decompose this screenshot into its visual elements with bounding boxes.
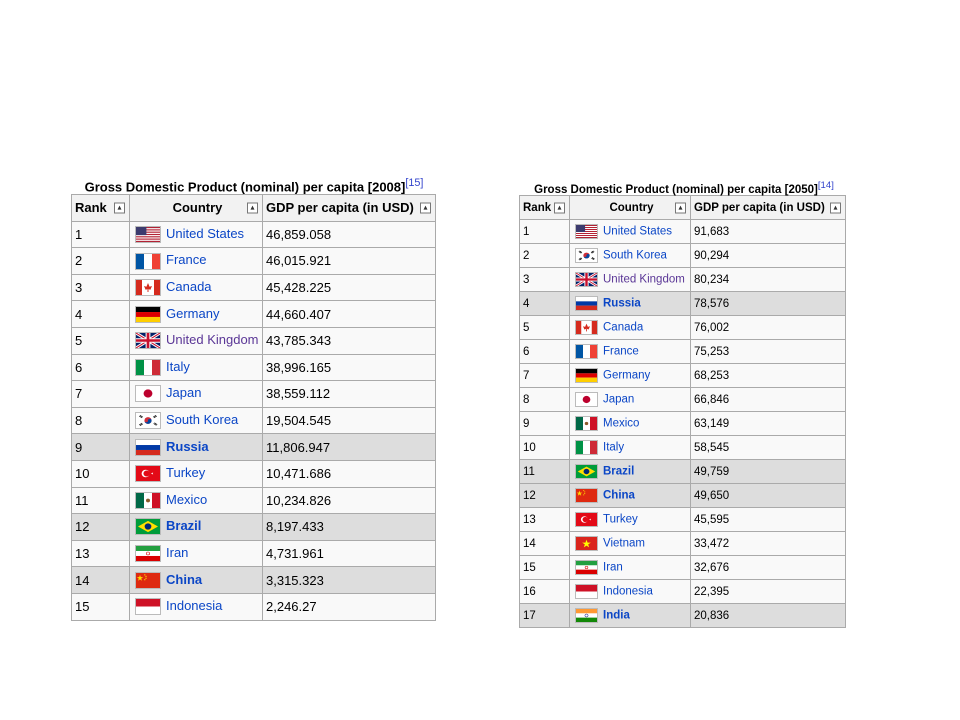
table-row <box>72 301 436 328</box>
flag-ru-icon <box>575 296 598 311</box>
caption-text: Gross Domestic Product (nominal) per capita [2008] <box>84 179 406 195</box>
country-link[interactable]: France <box>166 252 207 268</box>
rank-cell: 17 <box>520 604 570 628</box>
rank-cell: 12 <box>520 484 570 508</box>
rank-cell: 4 <box>72 301 130 328</box>
rank-cell: 12 <box>72 514 130 541</box>
gdp-value-cell: 66,846 <box>691 388 846 412</box>
caption-text: Gross Domestic Product (nominal) per capita [2050] <box>534 183 818 196</box>
country-cell <box>130 248 263 275</box>
flag-br-icon <box>575 464 598 479</box>
table-row <box>72 460 436 487</box>
gdp-value-cell: 11,806.947 <box>263 434 436 461</box>
header-label: Rank <box>523 201 552 214</box>
gdp-value-cell: 45,595 <box>691 508 846 532</box>
gdp-value-cell: 45,428.225 <box>263 274 436 301</box>
rank-cell: 5 <box>72 327 130 354</box>
gdp-value-cell: 38,996.165 <box>263 354 436 381</box>
country-cell <box>570 460 691 484</box>
column-header-country <box>570 196 691 220</box>
table-row <box>72 381 436 408</box>
sort-icon[interactable]: ▴ <box>247 202 258 213</box>
rank-cell: 6 <box>520 340 570 364</box>
table-row <box>72 487 436 514</box>
column-header-country <box>130 195 263 222</box>
country-cell <box>570 316 691 340</box>
flag-ir-icon <box>575 560 598 575</box>
rank-cell: 6 <box>72 354 130 381</box>
country-link[interactable]: China <box>603 489 635 502</box>
country-cell <box>130 593 263 620</box>
country-cell <box>130 487 263 514</box>
gdp-value-cell: 76,002 <box>691 316 846 340</box>
gdp-value-cell: 46,015.921 <box>263 248 436 275</box>
gdp-value-cell: 10,471.686 <box>263 460 436 487</box>
rank-cell: 9 <box>520 412 570 436</box>
country-cell <box>570 508 691 532</box>
gdp-value-cell: 38,559.112 <box>263 381 436 408</box>
gdp-value-cell: 22,395 <box>691 580 846 604</box>
rank-cell: 2 <box>520 244 570 268</box>
rank-cell: 7 <box>72 381 130 408</box>
table-row <box>72 434 436 461</box>
country-link[interactable]: Iran <box>603 561 623 574</box>
header-label: GDP per capita (in USD) <box>694 201 825 214</box>
table-row <box>72 593 436 620</box>
rank-cell: 10 <box>72 460 130 487</box>
country-cell <box>130 274 263 301</box>
country-cell <box>570 364 691 388</box>
flag-gb-icon <box>135 332 161 349</box>
flag-tr-icon <box>575 512 598 527</box>
country-link[interactable]: Vietnam <box>603 537 645 550</box>
table-row <box>72 221 436 248</box>
country-cell <box>570 532 691 556</box>
flag-tr-icon <box>135 465 161 482</box>
flag-br-icon <box>135 518 161 535</box>
flag-us-icon <box>575 224 598 239</box>
country-link[interactable]: Germany <box>603 369 651 382</box>
gdp-value-cell: 3,315.323 <box>263 567 436 594</box>
gdp-value-cell: 75,253 <box>691 340 846 364</box>
gdp-value-cell: 90,294 <box>691 244 846 268</box>
flag-it-icon <box>135 359 161 376</box>
country-link[interactable]: Indonesia <box>166 598 223 614</box>
country-link[interactable]: United Kingdom <box>603 273 685 286</box>
country-link[interactable]: United States <box>166 225 245 241</box>
table-row <box>520 220 846 244</box>
flag-in-icon <box>575 608 598 623</box>
country-cell <box>570 220 691 244</box>
rank-cell: 13 <box>72 540 130 567</box>
header-label: Country <box>609 201 654 214</box>
country-link[interactable]: Russia <box>603 297 641 310</box>
gdp-value-cell: 10,234.826 <box>263 487 436 514</box>
header-label: Country <box>172 200 223 216</box>
country-link[interactable]: Germany <box>166 305 220 321</box>
country-link[interactable]: France <box>603 345 639 358</box>
flag-id-icon <box>135 598 161 615</box>
gdp-value-cell: 43,785.343 <box>263 327 436 354</box>
table-row <box>520 532 846 556</box>
rank-cell: 1 <box>72 221 130 248</box>
rank-cell: 15 <box>520 556 570 580</box>
sort-icon[interactable]: ▴ <box>420 202 431 213</box>
rank-cell: 7 <box>520 364 570 388</box>
sort-icon[interactable]: ▴ <box>830 202 841 213</box>
column-header-rank <box>520 196 570 220</box>
gdp-value-cell: 32,676 <box>691 556 846 580</box>
flag-mx-icon <box>135 492 161 509</box>
sort-icon[interactable]: ▴ <box>675 202 686 213</box>
rank-cell: 3 <box>72 274 130 301</box>
country-link[interactable]: Mexico <box>166 491 208 507</box>
flag-cn-icon <box>575 488 598 503</box>
table-row <box>72 354 436 381</box>
country-link[interactable]: Brazil <box>166 518 202 534</box>
gdp-value-cell: 49,650 <box>691 484 846 508</box>
table-row <box>520 412 846 436</box>
country-link[interactable]: Japan <box>603 393 635 406</box>
gdp-value-cell: 46,859.058 <box>263 221 436 248</box>
country-link[interactable]: Indonesia <box>603 585 653 598</box>
country-cell <box>130 327 263 354</box>
rank-cell: 1 <box>520 220 570 244</box>
country-cell <box>570 580 691 604</box>
table-row <box>520 580 846 604</box>
gdp-value-cell: 20,836 <box>691 604 846 628</box>
flag-id-icon <box>575 584 598 599</box>
gdp-2050-table-panel <box>519 176 849 628</box>
table-row <box>72 514 436 541</box>
rank-cell: 10 <box>520 436 570 460</box>
gdp-value-cell: 78,576 <box>691 292 846 316</box>
country-link[interactable]: South Korea <box>603 249 667 262</box>
column-header-rank <box>72 195 130 222</box>
country-cell <box>130 221 263 248</box>
table-row <box>520 292 846 316</box>
country-cell <box>130 567 263 594</box>
table-row <box>72 274 436 301</box>
gdp-value-cell: 80,234 <box>691 268 846 292</box>
rank-cell: 11 <box>72 487 130 514</box>
country-link[interactable]: United Kingdom <box>166 332 259 348</box>
gdp-2008-table-panel <box>71 173 437 623</box>
rank-cell: 5 <box>520 316 570 340</box>
reference-link[interactable]: [14] <box>817 180 834 191</box>
country-cell <box>570 412 691 436</box>
country-link[interactable]: Turkey <box>603 513 638 526</box>
rank-cell: 2 <box>72 248 130 275</box>
flag-mx-icon <box>575 416 598 431</box>
country-link[interactable]: Iran <box>166 544 189 560</box>
flag-jp-icon <box>135 385 161 402</box>
table-row <box>520 244 846 268</box>
header-label: GDP per capita (in USD) <box>266 200 414 216</box>
table-caption <box>519 176 849 195</box>
table-body <box>72 221 436 620</box>
country-cell <box>570 604 691 628</box>
country-link[interactable]: Italy <box>166 358 190 374</box>
rank-cell: 14 <box>520 532 570 556</box>
rank-cell: 11 <box>520 460 570 484</box>
flag-jp-icon <box>575 392 598 407</box>
flag-fr-icon <box>135 253 161 270</box>
country-link[interactable]: Canada <box>603 321 644 334</box>
table-row <box>520 436 846 460</box>
rank-cell: 3 <box>520 268 570 292</box>
country-link[interactable]: Italy <box>603 441 625 454</box>
gdp-value-cell: 91,683 <box>691 220 846 244</box>
country-link[interactable]: Brazil <box>603 465 635 478</box>
flag-kr-icon <box>575 248 598 263</box>
flag-ru-icon <box>135 439 161 456</box>
sort-icon[interactable]: ▴ <box>554 202 565 213</box>
table-row <box>520 604 846 628</box>
gdp-value-cell: 2,246.27 <box>263 593 436 620</box>
rank-cell: 8 <box>520 388 570 412</box>
table-row <box>520 508 846 532</box>
table-row <box>520 460 846 484</box>
table-row <box>520 340 846 364</box>
gdp-value-cell: 8,197.433 <box>263 514 436 541</box>
rank-cell: 16 <box>520 580 570 604</box>
gdp-value-cell: 19,504.545 <box>263 407 436 434</box>
table-row <box>72 567 436 594</box>
column-header-gdp <box>263 195 436 222</box>
table-body <box>520 220 846 628</box>
flag-cn-icon <box>135 572 161 589</box>
gdp-2008-table <box>71 194 436 621</box>
flag-vn-icon <box>575 536 598 551</box>
gdp-value-cell: 33,472 <box>691 532 846 556</box>
country-cell <box>570 436 691 460</box>
flag-us-icon <box>135 226 161 243</box>
country-cell <box>570 556 691 580</box>
country-link[interactable]: Canada <box>166 279 212 295</box>
table-row <box>72 540 436 567</box>
rank-cell: 14 <box>72 567 130 594</box>
gdp-value-cell: 58,545 <box>691 436 846 460</box>
country-cell <box>570 292 691 316</box>
rank-cell: 4 <box>520 292 570 316</box>
country-link[interactable]: China <box>166 571 203 587</box>
gdp-2050-table <box>519 195 846 628</box>
flag-it-icon <box>575 440 598 455</box>
table-row <box>520 316 846 340</box>
flag-fr-icon <box>575 344 598 359</box>
flag-de-icon <box>575 368 598 383</box>
country-cell <box>570 244 691 268</box>
gdp-value-cell: 63,149 <box>691 412 846 436</box>
table-row <box>520 364 846 388</box>
country-link[interactable]: India <box>603 609 630 622</box>
country-link[interactable]: United States <box>603 225 673 238</box>
table-row <box>72 248 436 275</box>
reference-link[interactable]: [15] <box>405 177 424 189</box>
country-link[interactable]: Japan <box>166 385 202 401</box>
table-row <box>520 556 846 580</box>
rank-cell: 13 <box>520 508 570 532</box>
country-cell <box>130 434 263 461</box>
table-caption <box>71 173 437 194</box>
table-row <box>520 268 846 292</box>
gdp-value-cell: 4,731.961 <box>263 540 436 567</box>
table-row <box>520 484 846 508</box>
rank-cell: 9 <box>72 434 130 461</box>
flag-ca-icon <box>135 279 161 296</box>
rank-cell: 15 <box>72 593 130 620</box>
country-cell <box>570 268 691 292</box>
country-link[interactable]: Russia <box>166 438 209 454</box>
country-link[interactable]: South Korea <box>166 412 239 428</box>
flag-ir-icon <box>135 545 161 562</box>
flag-kr-icon <box>135 412 161 429</box>
country-cell <box>130 354 263 381</box>
country-cell <box>570 340 691 364</box>
table-row <box>72 407 436 434</box>
header-label: Rank <box>75 200 107 216</box>
gdp-value-cell: 68,253 <box>691 364 846 388</box>
country-cell <box>130 540 263 567</box>
table-row <box>72 327 436 354</box>
country-cell <box>130 407 263 434</box>
flag-de-icon <box>135 306 161 323</box>
country-cell <box>130 460 263 487</box>
country-cell <box>130 514 263 541</box>
country-cell <box>570 484 691 508</box>
sort-icon[interactable]: ▴ <box>114 202 125 213</box>
flag-ca-icon <box>575 320 598 335</box>
table-row <box>520 388 846 412</box>
country-cell <box>130 381 263 408</box>
country-link[interactable]: Turkey <box>166 465 206 481</box>
country-cell <box>570 388 691 412</box>
gdp-value-cell: 44,660.407 <box>263 301 436 328</box>
column-header-gdp <box>691 196 846 220</box>
country-link[interactable]: Mexico <box>603 417 640 430</box>
flag-gb-icon <box>575 272 598 287</box>
gdp-value-cell: 49,759 <box>691 460 846 484</box>
rank-cell: 8 <box>72 407 130 434</box>
country-cell <box>130 301 263 328</box>
